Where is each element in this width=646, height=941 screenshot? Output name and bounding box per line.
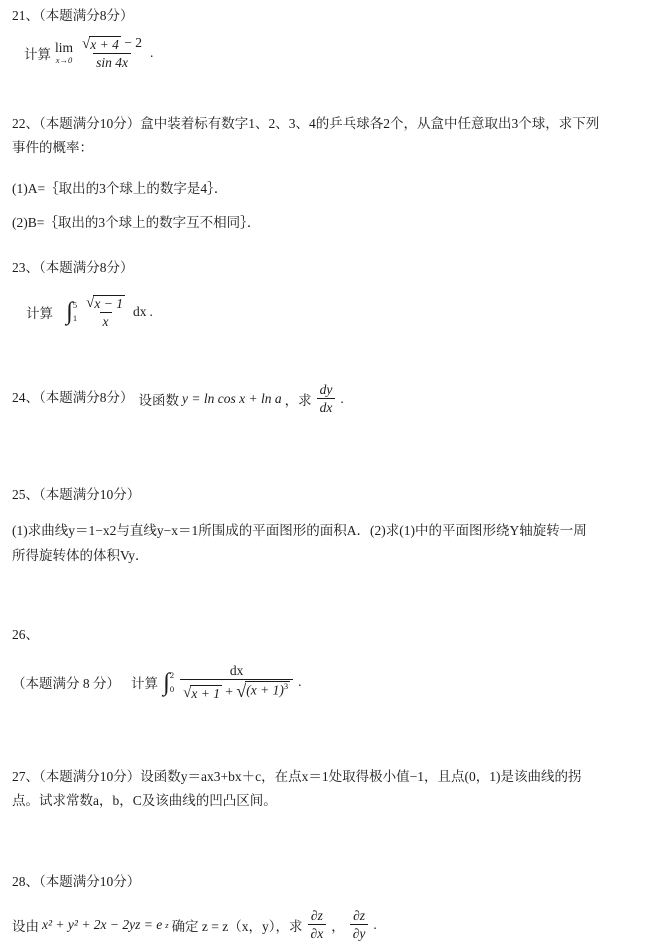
problem-22-heading: 22、（本题满分10分）盒中装着标有数字1、2、3、4的乒乓球各2个，从盒中任意取出3个球，求下列 [12, 116, 600, 131]
fraction-denominator [180, 679, 293, 701]
partial-derivative-y [350, 908, 369, 941]
sqrt-group-2 [236, 681, 290, 702]
problem-28-expression [12, 908, 632, 941]
fraction-numerator: ∂z [310, 908, 323, 924]
problem-28-mid: 确定 z = z（x，y），求 [171, 918, 303, 934]
integral-limits [170, 671, 174, 693]
problem-21-fraction [79, 35, 145, 70]
integral-icon: ∫ [66, 298, 73, 326]
problem-25-line2: (1)求曲线y＝1−x2与直线y−x＝1所围成的平面图形的面积A．(2)求(1)中的平面图形绕Y轴旋转一周 [12, 523, 587, 539]
problem-24-verb: 设函数 [138, 392, 179, 408]
denominator-plus: + [225, 684, 233, 700]
fraction-denominator: ∂x [308, 924, 327, 941]
numerator-tail: − 2 [124, 35, 142, 51]
problem-24-ask: ，求 [284, 392, 312, 408]
problem-26-heading: 26、 [12, 627, 39, 642]
problem-25 [0, 485, 646, 568]
problem-27-heading: 27、（本题满分10分）设函数y＝ax3+bx＋c，在点x＝1处取得极小值−1，且点(0，1)是该曲线的拐 [12, 769, 582, 784]
problem-28-prefix: 设由 [12, 918, 39, 934]
fraction-numerator [79, 35, 145, 53]
problem-22-line4: (2)B=｛取出的3个球上的数字互不相同｝． [12, 214, 261, 230]
problem-22 [0, 112, 646, 235]
problem-24-period: . [340, 390, 344, 406]
integral-limits [73, 301, 77, 323]
integral-lower-limit: 0 [169, 683, 175, 694]
radicand: x + 1 [191, 686, 220, 702]
problem-24-heading-row [12, 382, 632, 415]
problem-21 [0, 6, 646, 70]
problem-22-line2: 事件的概率： [12, 140, 93, 156]
fraction-numerator: dx [229, 663, 244, 679]
radicand-base: (x + 1) [246, 682, 284, 698]
problem-26-points: （本题满分 8 分） [12, 676, 120, 692]
problem-23 [0, 258, 646, 329]
radicand [245, 681, 290, 699]
radicand-exponent: 3 [283, 681, 289, 692]
problem-26-expression [12, 663, 632, 701]
problem-28 [0, 872, 646, 941]
integral-operator [163, 668, 175, 696]
problem-21-heading: 21、（本题满分8分） [12, 8, 134, 23]
problem-26 [0, 625, 646, 701]
problem-24-heading: 24、（本题满分8分） [12, 390, 134, 406]
radical-icon: √ [236, 681, 247, 702]
problem-28-equation-exponent: z [165, 919, 169, 930]
problem-27-line2: 点。试求常数a，b，C及该曲线的凹凸区间。 [12, 793, 277, 809]
problem-25-heading: 25、（本题满分10分） [12, 487, 141, 502]
integral-lower-limit: 1 [72, 313, 78, 324]
integral-upper-limit: 5 [72, 299, 78, 310]
radical-icon: √ [183, 685, 192, 702]
fraction-denominator: ∂y [350, 924, 369, 941]
sqrt-group [86, 295, 125, 311]
radical-icon: √ [86, 295, 95, 312]
problem-24-derivative-fraction [317, 382, 336, 415]
limit-label: lim [55, 40, 74, 56]
problem-21-verb: 计算 [24, 46, 51, 62]
problem-28-heading: 28、（本题满分10分） [12, 874, 141, 889]
radicand: x + 4 [90, 37, 119, 53]
fraction-numerator: dy [319, 382, 333, 397]
partial-derivative-x [308, 908, 327, 941]
problem-28-equation: x² + y² + 2x − 2yz = e [42, 916, 163, 932]
fraction-numerator: ∂z [353, 908, 366, 924]
problem-26-fraction [180, 663, 293, 701]
problem-27 [0, 765, 646, 814]
problem-24 [0, 382, 646, 415]
problem-25-line3: 所得旋转体的体积Vy． [12, 547, 149, 563]
problem-26-period: . [298, 674, 302, 690]
fraction-denominator: x [100, 312, 112, 329]
sqrt-group-1 [183, 685, 222, 701]
integral-icon: ∫ [163, 668, 170, 696]
problem-24-expression: y = ln cos x + ln a [182, 390, 282, 406]
problem-23-heading: 23、（本题满分8分） [12, 260, 134, 275]
problem-21-expression [24, 35, 632, 70]
problem-23-period: . [149, 303, 153, 319]
problem-23-fraction [83, 294, 128, 329]
problem-23-verb: 计算 [26, 305, 53, 321]
sqrt-group [82, 36, 121, 52]
integral-upper-limit: 2 [169, 670, 175, 681]
radicand: x − 1 [94, 296, 123, 312]
fraction-denominator: dx [317, 398, 336, 415]
problem-26-verb: 计算 [131, 676, 158, 692]
differential-dx: dx [132, 303, 147, 319]
problem-23-expression [26, 294, 632, 329]
radical-icon: √ [82, 36, 91, 53]
problem-21-period: . [149, 44, 154, 60]
problem-28-comma: ， [331, 918, 345, 934]
limit-subscript: x→0 [55, 54, 73, 65]
limit-operator [55, 41, 73, 64]
fraction-numerator [83, 294, 128, 312]
integral-operator [66, 298, 78, 326]
problem-22-line3: (1)A=｛取出的3个球上的数字是4｝． [12, 180, 228, 196]
problem-28-period: . [373, 916, 377, 932]
fraction-denominator: sin 4x [93, 53, 131, 70]
